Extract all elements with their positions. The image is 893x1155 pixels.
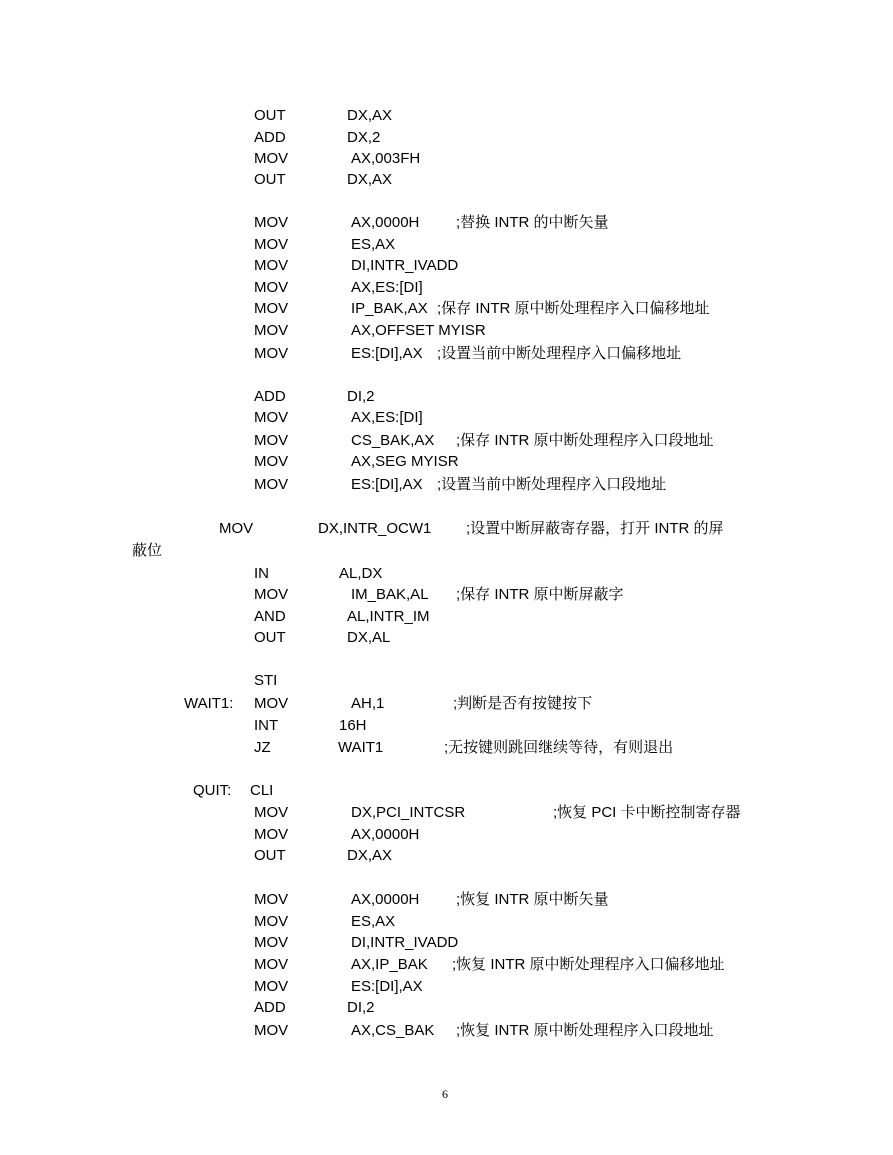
instruction-op: MOV xyxy=(254,956,289,973)
instruction-comment: ;设置中断屏蔽寄存器，打开 INTR 的屏 xyxy=(466,520,724,537)
instruction-args: DI,2 xyxy=(347,388,375,405)
instruction-op: ADD xyxy=(254,999,286,1016)
instruction-args: DX,AX xyxy=(347,107,393,124)
instruction-op: MOV xyxy=(254,978,289,995)
instruction-op: OUT xyxy=(254,171,286,188)
code-label: WAIT1: xyxy=(184,695,234,712)
instruction-comment: ;设置当前中断处理程序入口段地址 xyxy=(437,476,667,493)
instruction-op: AND xyxy=(254,608,286,625)
instruction-op: ADD xyxy=(254,129,286,146)
instruction-args: 16H xyxy=(339,717,367,734)
instruction-args: IM_BAK,AL xyxy=(351,586,429,603)
instruction-args: AX,0000H xyxy=(351,891,420,908)
instruction-args: AX,003FH xyxy=(351,150,421,167)
instruction-args: AX,OFFSET MYISR xyxy=(351,322,486,339)
instruction-args: DI,INTR_IVADD xyxy=(351,934,459,951)
instruction-op: MOV xyxy=(254,300,289,317)
instruction-args: AX,SEG MYISR xyxy=(351,453,459,470)
instruction-comment: ;恢复 INTR 原中断矢量 xyxy=(456,891,609,908)
instruction-comment: ;保存 INTR 原中断处理程序入口段地址 xyxy=(456,432,714,449)
instruction-args: DX,AX xyxy=(347,847,393,864)
instruction-args: WAIT1 xyxy=(338,739,384,756)
instruction-comment: ;恢复 INTR 原中断处理程序入口段地址 xyxy=(456,1022,714,1039)
instruction-op: MOV xyxy=(254,214,289,231)
instruction-op: MOV xyxy=(254,345,289,362)
instruction-op: MOV xyxy=(254,236,289,253)
instruction-args: DI,INTR_IVADD xyxy=(351,257,459,274)
instruction-comment-continued: 蔽位 xyxy=(132,542,163,559)
instruction-args: AX,0000H xyxy=(351,214,420,231)
instruction-op: MOV xyxy=(254,279,289,296)
instruction-args: CS_BAK,AX xyxy=(351,432,435,449)
instruction-op: MOV xyxy=(254,891,289,908)
instruction-args: AL,INTR_IM xyxy=(347,608,430,625)
instruction-op: MOV xyxy=(219,520,254,537)
instruction-op: ADD xyxy=(254,388,286,405)
instruction-op: CLI xyxy=(250,782,274,799)
instruction-args: IP_BAK,AX xyxy=(351,300,428,317)
page-number: 6 xyxy=(442,1087,448,1101)
instruction-comment: ;无按键则跳回继续等待，有则退出 xyxy=(444,739,674,756)
instruction-args: AX,0000H xyxy=(351,826,420,843)
instruction-op: MOV xyxy=(254,586,289,603)
instruction-op: JZ xyxy=(254,739,271,756)
instruction-comment: ;保存 INTR 原中断处理程序入口偏移地址 xyxy=(437,300,710,317)
instruction-op: MOV xyxy=(254,322,289,339)
instruction-args: DI,2 xyxy=(347,999,375,1016)
instruction-op: MOV xyxy=(254,1022,289,1039)
instruction-op: OUT xyxy=(254,847,286,864)
instruction-args: AX,ES:[DI] xyxy=(351,279,423,296)
instruction-args: ES,AX xyxy=(351,913,396,930)
instruction-op: OUT xyxy=(254,107,286,124)
instruction-comment: ;恢复 INTR 原中断处理程序入口偏移地址 xyxy=(452,956,725,973)
instruction-op: MOV xyxy=(254,150,289,167)
instruction-args: ES:[DI],AX xyxy=(351,345,423,362)
instruction-args: AX,CS_BAK xyxy=(351,1022,435,1039)
instruction-args: AX,IP_BAK xyxy=(351,956,428,973)
instruction-op: MOV xyxy=(254,453,289,470)
instruction-op: MOV xyxy=(254,913,289,930)
instruction-args: AL,DX xyxy=(339,565,383,582)
instruction-comment: ;保存 INTR 原中断屏蔽字 xyxy=(456,586,624,603)
instruction-comment: ;替换 INTR 的中断矢量 xyxy=(456,214,609,231)
instruction-args: DX,2 xyxy=(347,129,381,146)
instruction-args: ES:[DI],AX xyxy=(351,476,423,493)
code-label: QUIT: xyxy=(193,782,232,799)
instruction-args: ES,AX xyxy=(351,236,396,253)
instruction-comment: ;恢复 PCI 卡中断控制寄存器 xyxy=(553,804,741,821)
instruction-op: MOV xyxy=(254,476,289,493)
instruction-op: MOV xyxy=(254,934,289,951)
instruction-op: IN xyxy=(254,565,269,582)
instruction-args: AX,ES:[DI] xyxy=(351,409,423,426)
instruction-args: ES:[DI],AX xyxy=(351,978,423,995)
instruction-op: MOV xyxy=(254,695,289,712)
instruction-comment: ;判断是否有按键按下 xyxy=(453,695,593,712)
instruction-comment: ;设置当前中断处理程序入口偏移地址 xyxy=(437,345,682,362)
instruction-op: MOV xyxy=(254,826,289,843)
instruction-args: DX,AL xyxy=(347,629,391,646)
instruction-args: DX,AX xyxy=(347,171,393,188)
instruction-op: MOV xyxy=(254,257,289,274)
instruction-op: MOV xyxy=(254,432,289,449)
instruction-args: AH,1 xyxy=(351,695,385,712)
instruction-args: DX,INTR_OCW1 xyxy=(318,520,432,537)
instruction-op: INT xyxy=(254,717,279,734)
instruction-op: MOV xyxy=(254,409,289,426)
instruction-args: DX,PCI_INTCSR xyxy=(351,804,466,821)
instruction-op: STI xyxy=(254,672,278,689)
instruction-op: MOV xyxy=(254,804,289,821)
instruction-op: OUT xyxy=(254,629,286,646)
